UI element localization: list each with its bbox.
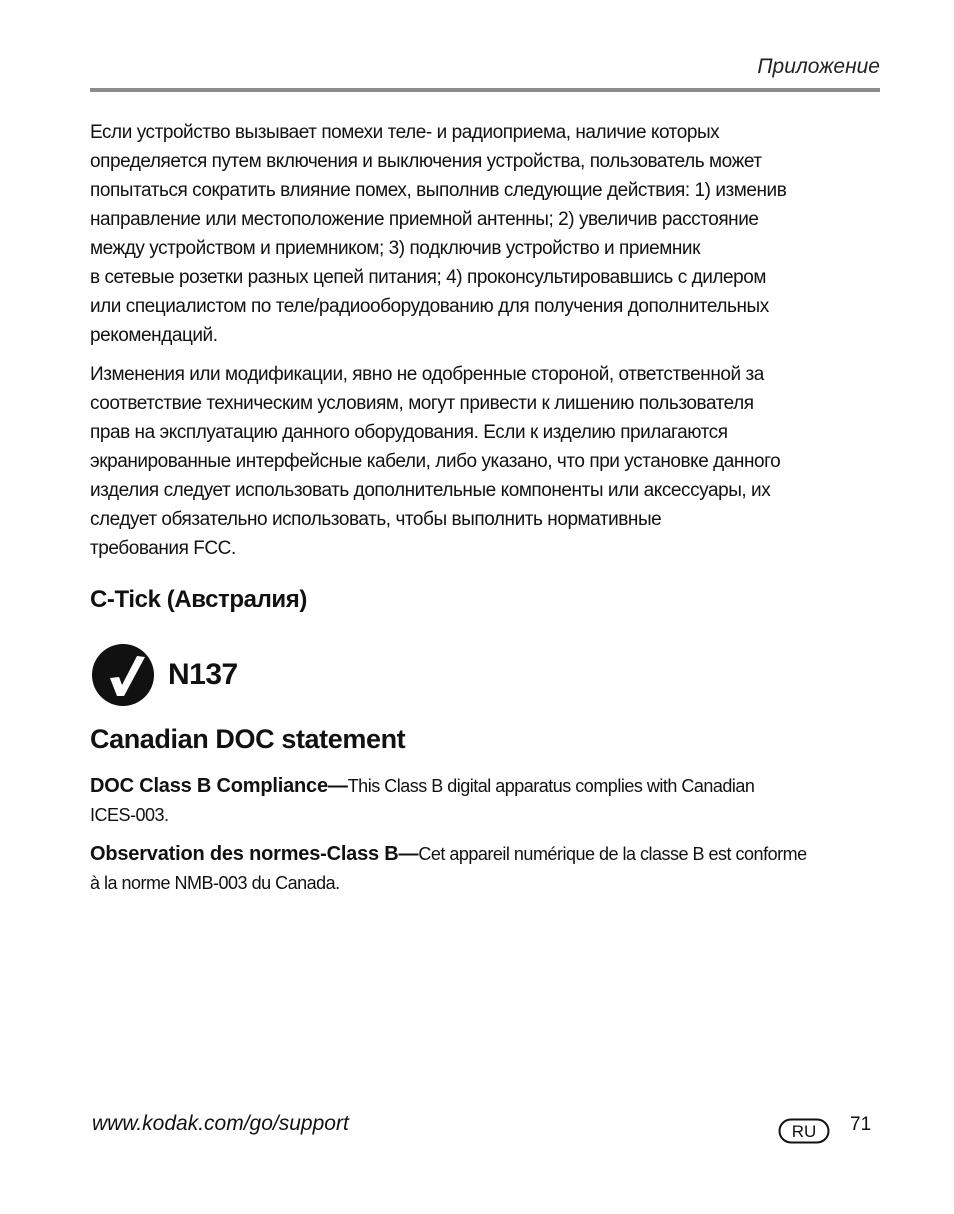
- main-content: [90, 118, 880, 615]
- text-line: требования FCC.: [90, 538, 236, 559]
- text-line: или специалистом по теле/радиооборудованию для получения дополнительных: [90, 296, 769, 317]
- doc-compliance-paragraph: [90, 772, 890, 830]
- text-line: направление или местоположение приемной антенны; 2) увеличив расстояние: [90, 209, 759, 230]
- language-code: RU: [791, 1122, 817, 1141]
- text-line: ICES-003.: [90, 805, 169, 825]
- text-line: [90, 772, 890, 801]
- ctick-mark: [90, 642, 238, 708]
- support-url: www.kodak.com/go/support: [92, 1112, 349, 1135]
- section-title: Приложение: [757, 55, 880, 78]
- paragraph-modifications: [90, 360, 880, 563]
- page-number: 71: [850, 1114, 872, 1135]
- observation-text: Cet appareil numérique de la classe B est conforme: [418, 844, 807, 864]
- ctick-code: N137: [168, 658, 238, 691]
- text-line: экранированные интерфейсные кабели, либо указано, что при установке данного: [90, 451, 781, 472]
- header-divider: [90, 88, 880, 92]
- text-line: попытаться сократить влияние помех, выполнив следующие действия: 1) изменив: [90, 180, 787, 201]
- text-line: Изменения или модификации, явно не одобренные стороной, ответственной за: [90, 364, 764, 385]
- text-line: à la norme NMB-003 du Canada.: [90, 873, 340, 893]
- paragraph-interference: [90, 118, 880, 350]
- canadian-doc-heading: Canadian DOC statement: [90, 724, 406, 754]
- text-line: рекомендаций.: [90, 325, 218, 346]
- observation-lead: Observation des normes-Class B—: [90, 843, 419, 865]
- text-line: следует обязательно использовать, чтобы выполнить нормативные: [90, 509, 662, 530]
- text-line: изделия следует использовать дополнительные компоненты или аксессуары, их: [90, 480, 771, 501]
- doc-compliance-text: This Class B digital apparatus complies with Canadian: [347, 776, 755, 796]
- ctick-heading: C-Tick (Австралия): [90, 586, 307, 613]
- text-line: определяется путем включения и выключения устройства, пользователь может: [90, 151, 762, 172]
- text-line: Если устройство вызывает помехи теле- и радиоприема, наличие которых: [90, 122, 720, 143]
- language-badge: [778, 1118, 830, 1144]
- text-line: [90, 840, 890, 869]
- text-line: в сетевые розетки разных цепей питания; 4) проконсультировавшись с дилером: [90, 267, 766, 288]
- text-line: соответствие техническим условиям, могут привести к лишению пользователя: [90, 393, 754, 414]
- doc-compliance-lead: DOC Class B Compliance—: [90, 775, 348, 797]
- text-line: прав на эксплуатацию данного оборудования. Если к изделию прилагаются: [90, 422, 728, 443]
- text-line: между устройством и приемником; 3) подключив устройство и приемник: [90, 238, 700, 259]
- ctick-logo-icon: [90, 642, 156, 708]
- observation-paragraph: [90, 840, 890, 898]
